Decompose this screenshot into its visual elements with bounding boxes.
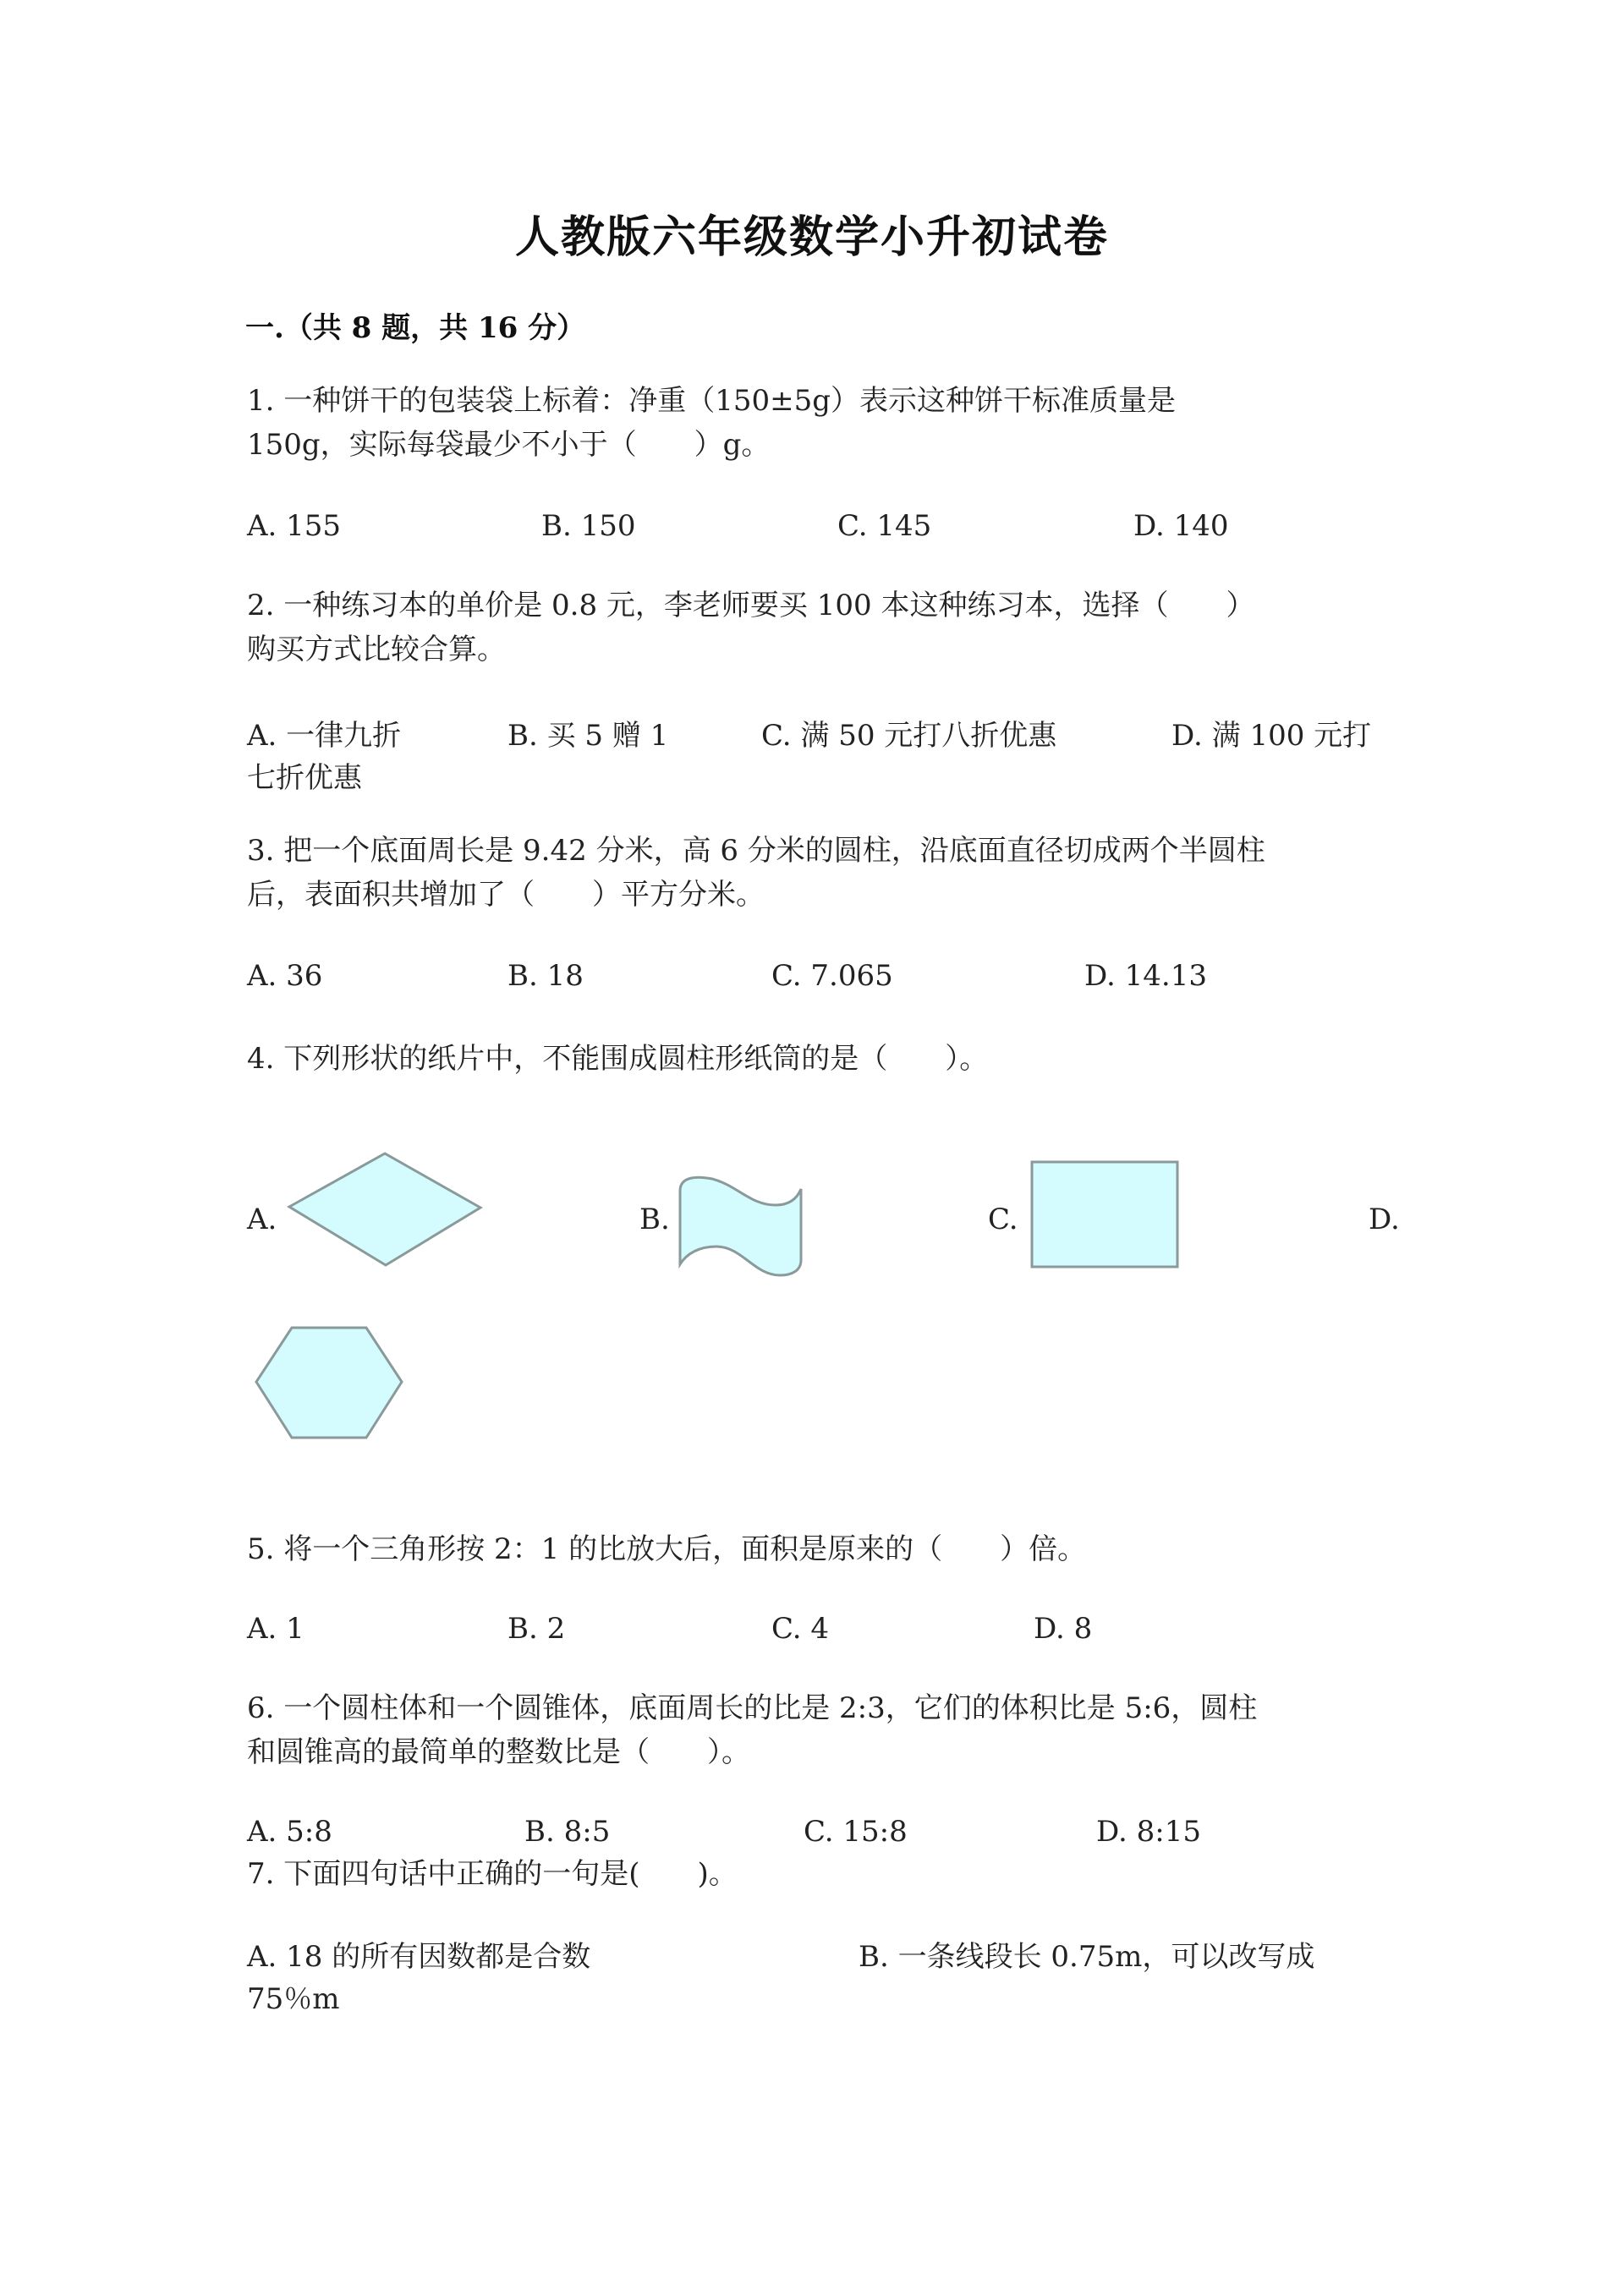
q6-option-b[interactable]: B. 8:5 <box>524 1815 611 1849</box>
wavy-parallelogram-shape[interactable] <box>678 1175 805 1277</box>
q2-option-a[interactable]: A. 一律九折 <box>247 719 402 753</box>
q3-option-b[interactable]: B. 18 <box>508 959 584 993</box>
question-1 <box>247 379 1176 467</box>
section-heading: 一.（共 8 题，共 16 分） <box>245 311 586 345</box>
question-2 <box>247 584 1254 671</box>
q5-option-c[interactable]: C. 4 <box>771 1612 830 1646</box>
q1-option-a[interactable]: A. 155 <box>247 509 342 543</box>
question-4-line-1: 4. 下列形状的纸片中，不能围成圆柱形纸筒的是（ ）。 <box>247 1042 989 1076</box>
q6-option-d[interactable]: D. 8:15 <box>1096 1815 1202 1849</box>
q7-option-b[interactable]: B. 一条线段长 0.75m，可以改写成 <box>859 1940 1315 1974</box>
q1-option-b[interactable]: B. 150 <box>541 509 636 543</box>
q1-option-d[interactable]: D. 140 <box>1133 509 1229 543</box>
question-1-line-2: 150g，实际每袋最少不小于（ ）g。 <box>247 428 771 462</box>
page-title: 人教版六年级数学小升初试卷 <box>514 212 1109 263</box>
question-6-line-1: 6. 一个圆柱体和一个圆锥体，底面周长的比是 2:3，它们的体积比是 5:6，圆柱 <box>247 1691 1258 1725</box>
question-7 <box>247 1852 738 1896</box>
q1-option-c[interactable]: C. 145 <box>837 509 932 543</box>
question-2-line-1: 2. 一种练习本的单价是 0.8 元，李老师要买 100 本这种练习本，选择（ ） <box>247 589 1255 622</box>
question-6-line-2: 和圆锥高的最简单的整数比是（ ）。 <box>247 1735 750 1769</box>
q5-option-d[interactable]: D. 8 <box>1034 1612 1093 1646</box>
q4-option-d[interactable]: D. <box>1369 1203 1400 1236</box>
q3-option-c[interactable]: C. 7.065 <box>771 959 893 993</box>
q2-option-d-wrap: 七折优惠 <box>247 761 362 795</box>
question-5-line-1: 5. 将一个三角形按 2：1 的比放大后，面积是原来的（ ）倍。 <box>247 1532 1087 1566</box>
question-3 <box>247 829 1265 917</box>
q3-option-a[interactable]: A. 36 <box>247 959 323 993</box>
hexagon-shape[interactable] <box>254 1326 406 1441</box>
q7-option-a[interactable]: A. 18 的所有因数都是合数 <box>247 1940 591 1974</box>
q5-option-a[interactable]: A. 1 <box>247 1612 304 1646</box>
q6-option-a[interactable]: A. 5:8 <box>247 1815 332 1849</box>
q2-option-c[interactable]: C. 满 50 元打八折优惠 <box>761 719 1057 753</box>
rectangle-shape[interactable] <box>1030 1160 1181 1270</box>
q5-option-b[interactable]: B. 2 <box>508 1612 566 1646</box>
question-1-line-1: 1. 一种饼干的包装袋上标着：净重（150±5g）表示这种饼干标准质量是 <box>247 384 1177 418</box>
q4-option-c[interactable]: C. <box>988 1203 1018 1236</box>
question-7-line-1: 7. 下面四句话中正确的一句是( )。 <box>247 1857 738 1891</box>
question-3-line-2: 后，表面积共增加了（ ）平方分米。 <box>247 878 765 912</box>
q7-option-b-wrap: 75％m <box>247 1982 340 2016</box>
question-3-line-1: 3. 把一个底面周长是 9.42 分米，高 6 分米的圆柱，沿底面直径切成两个半圆柱 <box>247 834 1265 868</box>
question-6 <box>247 1686 1257 1774</box>
question-2-line-2: 购买方式比较合算。 <box>247 633 506 666</box>
q2-option-d[interactable]: D. 满 100 元打 <box>1171 719 1372 753</box>
question-4 <box>247 1037 988 1081</box>
q4-option-b[interactable]: B. <box>639 1203 670 1236</box>
q3-option-d[interactable]: D. 14.13 <box>1084 959 1207 993</box>
question-5 <box>247 1527 1086 1571</box>
q4-option-a[interactable]: A. <box>247 1203 277 1236</box>
q2-option-b[interactable]: B. 买 5 赠 1 <box>508 719 669 753</box>
q6-option-c[interactable]: C. 15:8 <box>804 1815 908 1849</box>
rhombus-shape[interactable] <box>288 1152 482 1267</box>
